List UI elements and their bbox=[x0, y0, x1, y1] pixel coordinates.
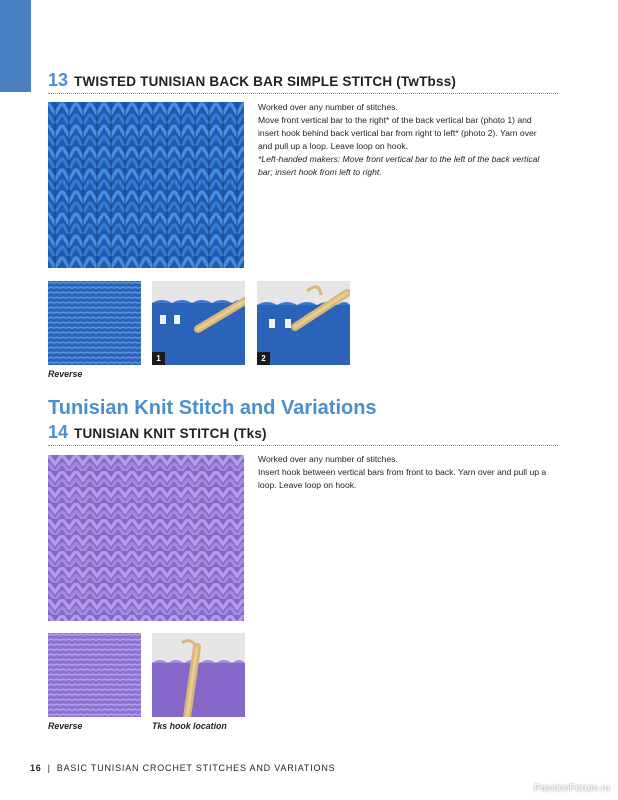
stitch-13-left-handed-note: *Left-handed makers: Move front vertical bar to the left of the back vertical bar; insert hook from left to right. bbox=[258, 154, 540, 177]
section-heading: Tunisian Knit Stitch and Variations bbox=[48, 397, 377, 419]
stitch-13-step-1-photo bbox=[152, 281, 245, 365]
stitch-13-reverse-caption: Reverse bbox=[48, 369, 83, 379]
stitch-13-reverse-photo bbox=[48, 281, 141, 365]
stitch-13-number: 13 bbox=[48, 70, 69, 90]
stitch-13-heading bbox=[48, 70, 456, 91]
stitch-13-step-2-photo bbox=[257, 281, 350, 365]
stitch-14-title: TUNISIAN KNIT STITCH (Tks) bbox=[74, 426, 267, 441]
page-footer bbox=[30, 763, 335, 773]
footer-separator: | bbox=[47, 763, 51, 773]
stitch-14-heading bbox=[48, 422, 267, 443]
stitch-14-reverse-photo bbox=[48, 633, 141, 717]
stitch-14-divider bbox=[48, 445, 558, 446]
stitch-14-reverse-caption: Reverse bbox=[48, 721, 83, 731]
watermark: PassionForum.ru bbox=[533, 783, 610, 794]
stitch-13-instruction-2: Move front vertical bar to the right* of the back vertical bar (photo 1) and insert hook behind back vertical bar from right to left* (photo 2). Yarn over and pull up a loop. Leave loop on hook. bbox=[258, 115, 537, 151]
photo-1-label: 1 bbox=[152, 352, 165, 365]
stitch-14-number: 14 bbox=[48, 422, 69, 442]
chapter-side-tab bbox=[0, 0, 31, 92]
stitch-13-title: TWISTED TUNISIAN BACK BAR SIMPLE STITCH (TwTbss) bbox=[74, 74, 457, 89]
stitch-14-hook-location-photo bbox=[152, 633, 245, 717]
stitch-13-instructions bbox=[258, 101, 548, 179]
running-title: BASIC TUNISIAN CROCHET STITCHES AND VARIATIONS bbox=[56, 763, 336, 773]
stitch-13-divider bbox=[48, 93, 558, 94]
stitch-14-hook-location-caption: Tks hook location bbox=[152, 721, 227, 731]
stitch-13-instruction-1: Worked over any number of stitches. bbox=[258, 102, 398, 112]
stitch-14-instruction-2: Insert hook between vertical bars from front to back. Yarn over and pull up a loop. Leave loop on hook. bbox=[258, 467, 547, 490]
stitch-14-instruction-1: Worked over any number of stitches. bbox=[258, 454, 398, 464]
stitch-14-instructions bbox=[258, 453, 548, 492]
page-number: 16 bbox=[30, 763, 42, 773]
stitch-14-swatch-photo bbox=[48, 455, 244, 621]
stitch-13-swatch-photo bbox=[48, 102, 244, 268]
photo-2-label: 2 bbox=[257, 352, 270, 365]
